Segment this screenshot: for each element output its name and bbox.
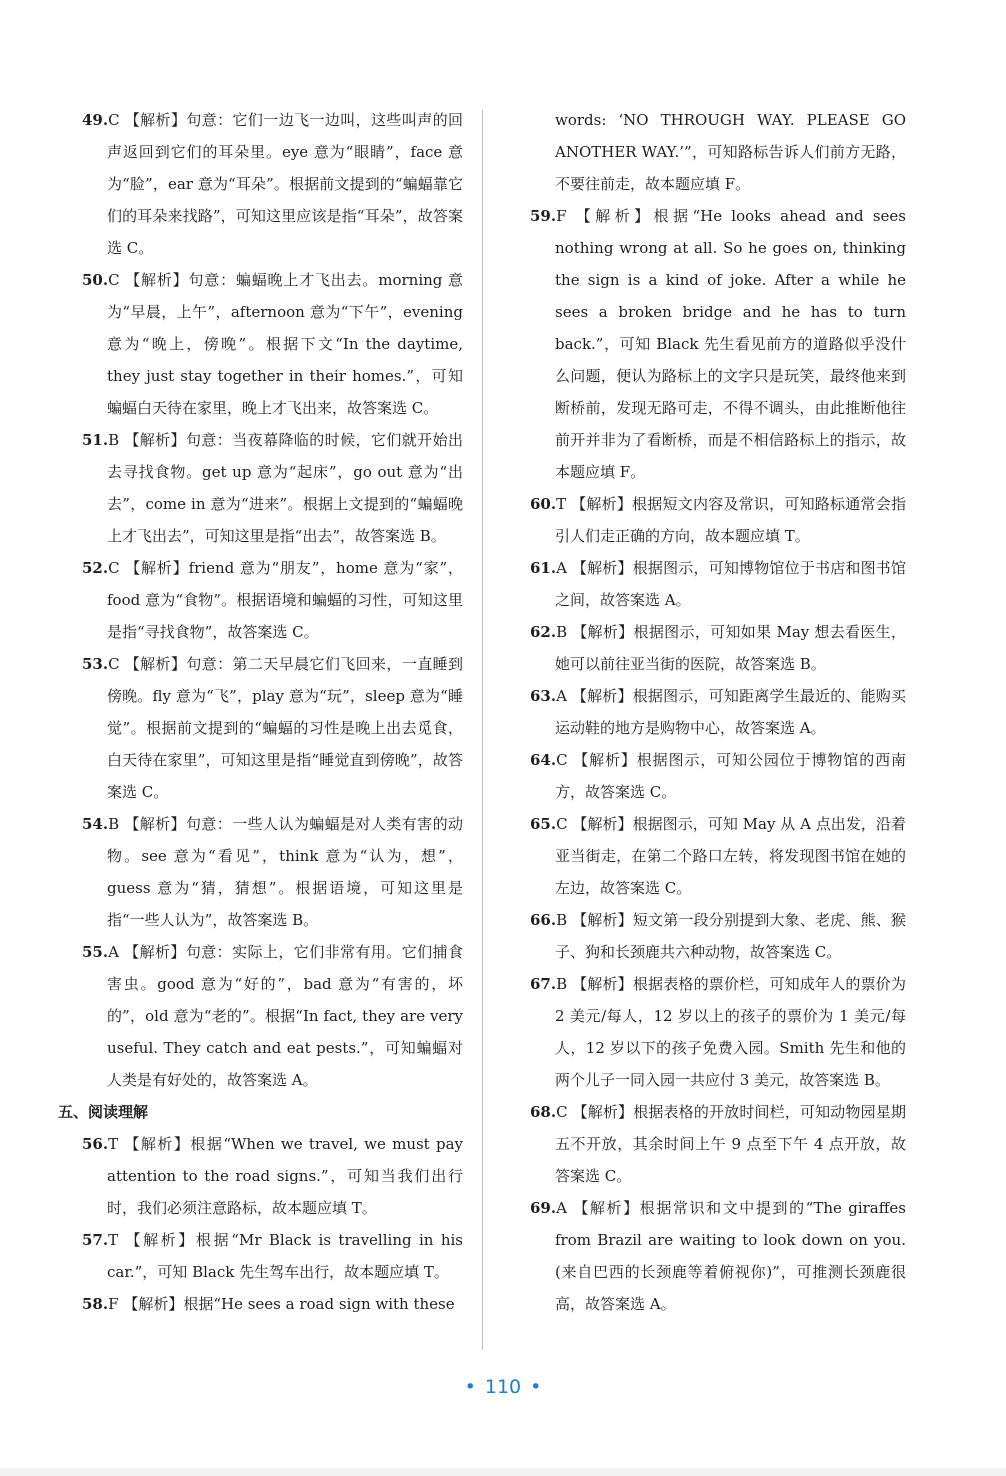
- answer-item-55: [82, 936, 463, 1096]
- analysis-tag: 【解析】: [572, 1103, 634, 1121]
- item-number: 64.: [530, 751, 557, 769]
- item-number: 59.: [530, 207, 557, 225]
- section-title: 五、阅读理解: [58, 1103, 149, 1121]
- answer-item-52: [82, 552, 463, 648]
- analysis-tag: 【解析】: [575, 207, 654, 225]
- item-number: 57.: [82, 1231, 109, 1249]
- analysis-tag: 【解析】: [125, 559, 189, 577]
- right-column: [530, 104, 906, 1320]
- analysis-tag: 【解析】: [123, 1295, 184, 1313]
- page-dot-right: •: [530, 1376, 542, 1398]
- item-answer: B: [556, 975, 568, 993]
- answer-item-62: [530, 616, 906, 680]
- item-explanation: 句意：一些人认为蝙蝠是对人类有害的动物。see 意为“看见”，think 意为“认为，想”，guess 意为“猜，猜想”。根据语境，可知这里是指“一些人认为”，故答案选 B。: [107, 815, 463, 929]
- analysis-tag: 【解析】: [573, 751, 637, 769]
- item-answer: T: [556, 495, 567, 513]
- item-number: 60.: [530, 495, 557, 513]
- item-explanation: 根据常识和文中提到的“The giraffes from Brazil are waiting to look down on you.(来自巴西的长颈鹿等着俯视你)”，可推测长颈鹿很高，故答案选 A。: [555, 1199, 906, 1313]
- item-answer: B: [556, 623, 568, 641]
- analysis-tag: 【解析】: [572, 911, 633, 929]
- analysis-tag: 【解析】: [572, 815, 633, 833]
- item-answer: T: [108, 1231, 119, 1249]
- page-dot-left: •: [464, 1376, 476, 1398]
- item-explanation: 句意：第二天早晨它们飞回来，一直睡到傍晚。fly 意为“飞”，play 意为“玩”，sleep 意为“睡觉”。根据前文提到的“蝙蝠的习性是晚上出去觅食，白天待在家里”，可知这里是指“睡觉直到傍晚”，故答案选 C。: [107, 655, 463, 801]
- answer-item-60: [530, 488, 906, 552]
- analysis-tag: 【解析】: [573, 1199, 640, 1217]
- item-answer: C: [108, 111, 120, 129]
- answer-item-56: [82, 1128, 463, 1224]
- analysis-tag: 【解析】: [571, 495, 633, 513]
- analysis-tag: 【解析】: [124, 655, 187, 673]
- item-number: 55.: [82, 943, 109, 961]
- item-answer: C: [556, 1103, 568, 1121]
- item-number: 63.: [530, 687, 557, 705]
- item-answer: C: [556, 751, 568, 769]
- page-number-value: 110: [484, 1376, 522, 1398]
- analysis-tag: 【解析】: [125, 1231, 197, 1249]
- item-number: 52.: [82, 559, 109, 577]
- analysis-tag: 【解析】: [571, 687, 633, 705]
- item-explanation: 句意：它们一边飞一边叫，这些叫声的回声返回到它们的耳朵里。eye 意为“眼睛”，face 意为“脸”，ear 意为“耳朵”。根据前文提到的“蝙蝠靠它们的耳朵来找路”，可知这里应该是指“耳朵”，故答案选 C。: [107, 111, 463, 257]
- answer-item-59: [530, 200, 906, 488]
- item-explanation: words: ‘NO THROUGH WAY. PLEASE GO ANOTHER WAY.’”，可知路标告诉人们前方无路，不要往前走，故本题应填 F。: [555, 111, 906, 193]
- item-answer: F: [108, 1295, 119, 1313]
- answer-item-68: [530, 1096, 906, 1192]
- item-answer: C: [108, 271, 120, 289]
- left-column: [58, 104, 463, 1320]
- analysis-tag: 【解析】: [572, 623, 634, 641]
- item-explanation: 句意：蝙蝠晚上才飞出去。morning 意为“早晨，上午”，afternoon 意为“下午”，evening 意为“晚上，傍晚”。根据下文“In the daytime, they just stay together in their homes.”，可知蝙蝠白天待在家里，晚上才飞出来，故答案选 C。: [107, 271, 463, 417]
- item-answer: C: [108, 559, 120, 577]
- item-number: 50.: [82, 271, 109, 289]
- analysis-tag: 【解析】: [124, 1135, 191, 1153]
- item-answer: A: [108, 943, 119, 961]
- column-divider: [482, 110, 483, 1350]
- page-bottom-edge: [0, 1468, 1006, 1476]
- item-answer: A: [556, 1199, 567, 1217]
- answer-item-63: [530, 680, 906, 744]
- item-number: 61.: [530, 559, 557, 577]
- answer-item-64: [530, 744, 906, 808]
- answer-item-53: [82, 648, 463, 808]
- item-number: 49.: [82, 111, 109, 129]
- answer-item-54: [82, 808, 463, 936]
- item-number: 67.: [530, 975, 557, 993]
- analysis-tag: 【解析】: [125, 271, 189, 289]
- item-number: 54.: [82, 815, 109, 833]
- answer-item-66: [530, 904, 906, 968]
- page-number: [0, 1376, 1006, 1398]
- analysis-tag: 【解析】: [124, 943, 186, 961]
- item-explanation: 根据“Mr Black is travelling in his car.”，可知 Black 先生驾车出行，故本题应填 T。: [107, 1231, 463, 1281]
- item-answer: A: [556, 559, 567, 577]
- item-answer: A: [556, 687, 567, 705]
- answer-item-58: [82, 1288, 463, 1320]
- item-number: 65.: [530, 815, 557, 833]
- item-number: 68.: [530, 1103, 557, 1121]
- analysis-tag: 【解析】: [124, 111, 187, 129]
- item-answer: T: [108, 1135, 119, 1153]
- item-explanation: 根据表格的开放时间栏，可知动物园星期五不开放，其余时间上午 9 点至下午 4 点开放，故答案选 C。: [555, 1103, 906, 1185]
- item-explanation: 句意：当夜幕降临的时候，它们就开始出去寻找食物。get up 意为“起床”，go out 意为“出去”，come in 意为“进来”。根据上文提到的“蝙蝠晚上才飞出去”，可知这里是指“出去”，故答案选 B。: [107, 431, 463, 545]
- item-number: 69.: [530, 1199, 557, 1217]
- item-answer: C: [108, 655, 120, 673]
- item-explanation: 根据图示，可知博物馆位于书店和图书馆之间，故答案选 A。: [555, 559, 906, 609]
- answer-item-69: [530, 1192, 906, 1320]
- item-explanation: 根据图示，可知 May 从 A 点出发，沿着亚当街走，在第二个路口左转，将发现图书馆在她的左边，故答案选 C。: [555, 815, 906, 897]
- item-explanation: 根据图示，可知如果 May 想去看医生，她可以前往亚当街的医院，故答案选 B。: [555, 623, 906, 673]
- item-answer: C: [556, 815, 568, 833]
- answer-item-58-continued: [530, 104, 906, 200]
- item-explanation: 根据图示，可知公园位于博物馆的西南方，故答案选 C。: [555, 751, 906, 801]
- answer-item-67: [530, 968, 906, 1096]
- item-explanation: 根据表格的票价栏，可知成年人的票价为 2 美元/每人，12 岁以上的孩子的票价为 1 美元/每人，12 岁以下的孩子免费入园。Smith 先生和他的两个儿子一同入园一共应付 3 美元，故答案选 B。: [555, 975, 906, 1089]
- item-answer: F: [556, 207, 567, 225]
- item-explanation: friend 意为“朋友”，home 意为“家”，food 意为“食物”。根据语境和蝙蝠的习性，可知这里是指“寻找食物”，故答案选 C。: [107, 559, 463, 641]
- item-number: 53.: [82, 655, 109, 673]
- item-number: 62.: [530, 623, 557, 641]
- item-explanation: 根据“He sees a road sign with these: [183, 1295, 455, 1313]
- item-number: 58.: [82, 1295, 109, 1313]
- item-explanation: 根据“When we travel, we must pay attention to the road signs.”，可知当我们出行时，我们必须注意路标，故本题应填 T。: [107, 1135, 463, 1217]
- item-explanation: 短文第一段分别提到大象、老虎、熊、猴子、狗和长颈鹿共六种动物，故答案选 C。: [555, 911, 906, 961]
- item-explanation: 根据图示，可知距离学生最近的、能购买运动鞋的地方是购物中心，故答案选 A。: [555, 687, 906, 737]
- analysis-tag: 【解析】: [572, 975, 633, 993]
- item-explanation: 根据短文内容及常识，可知路标通常会指引人们走正确的方向，故本题应填 T。: [555, 495, 906, 545]
- analysis-tag: 【解析】: [571, 559, 633, 577]
- answer-item-49: [82, 104, 463, 264]
- answer-item-50: [82, 264, 463, 424]
- answer-item-61: [530, 552, 906, 616]
- item-number: 56.: [82, 1135, 109, 1153]
- item-number: 51.: [82, 431, 109, 449]
- answer-item-51: [82, 424, 463, 552]
- item-answer: B: [108, 431, 120, 449]
- analysis-tag: 【解析】: [124, 815, 186, 833]
- analysis-tag: 【解析】: [124, 431, 186, 449]
- item-explanation: 句意：实际上，它们非常有用。它们捕食害虫。good 意为“好的”，bad 意为“有害的，坏的”，old 意为“老的”。根据“In fact, they are very useful. They catch and eat pests.”，可知蝙蝠对人类是有好处的，故答案选 A。: [107, 943, 463, 1089]
- item-explanation: 根据“He looks ahead and sees nothing wrong at all. So he goes on, thinking the sign is a kind of joke. After a while he sees a broken bridge and he has to turn back.”，可知 Black 先生看见前方的道路似乎没什么问题，便认为路标上的文字只是玩笑，最终他来到断桥前，发现无路可走，不得不调头，由此推断他往前开并非为了看断桥，而是不相信路标上的指示，故本题应填 F。: [555, 207, 906, 481]
- answer-item-57: [82, 1224, 463, 1288]
- item-answer: B: [556, 911, 568, 929]
- item-answer: B: [108, 815, 120, 833]
- item-number: 66.: [530, 911, 557, 929]
- answer-item-65: [530, 808, 906, 904]
